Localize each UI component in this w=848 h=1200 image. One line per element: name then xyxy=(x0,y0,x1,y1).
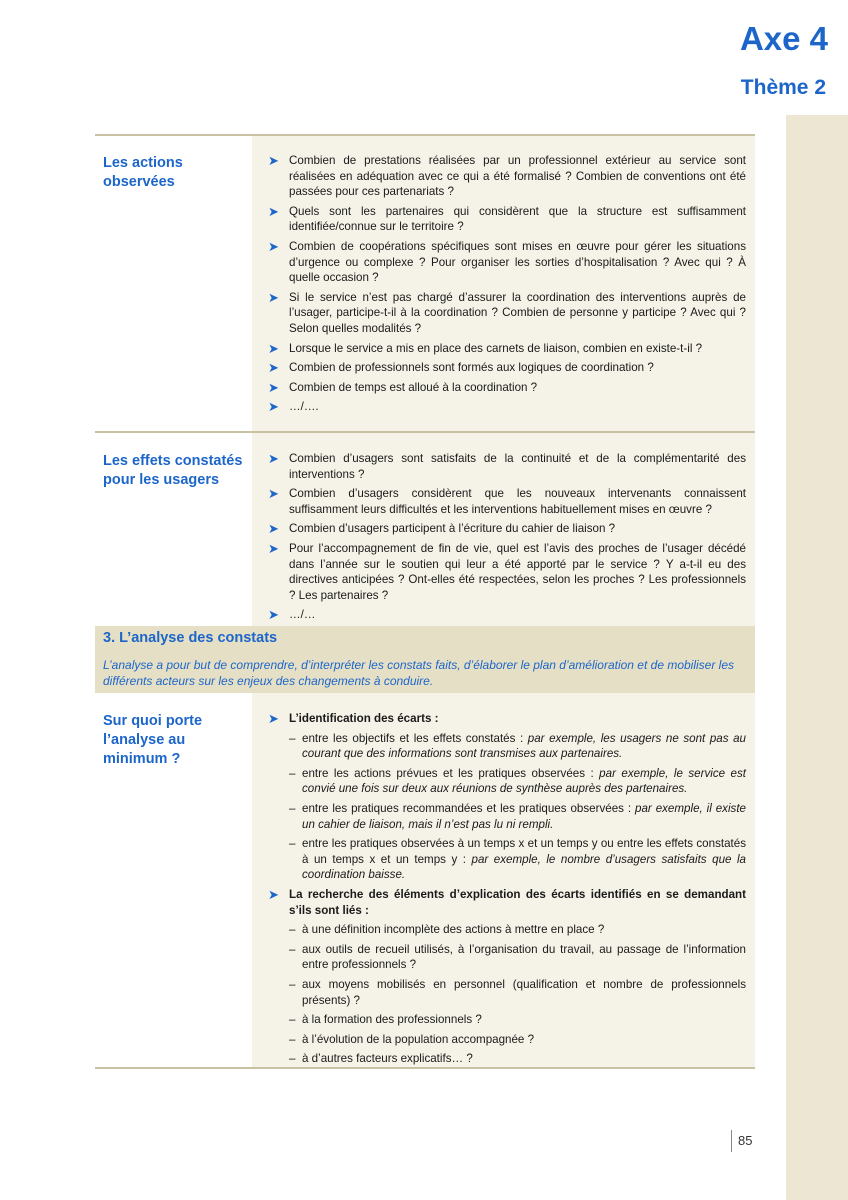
page-number-rule xyxy=(731,1130,732,1152)
list-item: ➤ La recherche des éléments d’explication des écarts identifiés en se demandant s’ils sont liés : xyxy=(268,886,746,917)
analysis-heading: 3. L’analyse des constats xyxy=(103,630,278,646)
analysis-intro: L’analyse a pour but de comprendre, d’interpréter les constats faits, d’élaborer le plan d’amélioration et de mobiliser les différents acteurs sur les enjeux des changements à conduire. xyxy=(103,658,735,688)
arrow-icon: ➤ xyxy=(268,360,279,376)
list-item: ➤ Pour l’accompagnement de fin de vie, quel est l’avis des proches de l’usager décédé dans l’année sur le soutien qui leur a été apporté par le service ? Y a-t-il eu des directives anticipées ? Ont-elles été respectées, selon les proches ? Les professionnels ? Les partenaires ? xyxy=(268,540,746,602)
list-item: ➤ L’identification des écarts : xyxy=(268,711,439,726)
list-item: ➤ Si le service n’est pas chargé d’assurer la coordination des interventions auprès de l’usager, participe-t-il à la coordination ? Combien de personne y participe ? Avec qui ? Selon quelles modalités ? xyxy=(268,289,746,335)
arrow-icon: ➤ xyxy=(268,486,279,502)
list-subitem: – aux outils de recueil utilisés, à l’organisation du travail, au passage de l’information entre professionnels ? xyxy=(289,942,746,972)
arrow-icon: ➤ xyxy=(268,203,279,219)
analysis-list xyxy=(268,711,746,1071)
list-item: ➤ Quels sont les partenaires qui considèrent que la structure est suffisamment identifiée/connue sur le territoire ? xyxy=(268,203,746,234)
page-number: 85 xyxy=(738,1133,753,1148)
list-item: ➤ …/…. xyxy=(268,399,319,415)
list-item: ➤ Combien de temps est alloué à la coordination ? xyxy=(268,379,538,395)
arrow-icon: ➤ xyxy=(268,379,279,395)
arrow-icon: ➤ xyxy=(268,451,279,466)
list-subitem: – à d’autres facteurs explicatifs… ? xyxy=(289,1052,473,1066)
list-subitem: – aux moyens mobilisés en personnel (qualification et nombre de professionnels présents) ? xyxy=(289,977,746,1007)
section-divider xyxy=(95,1067,755,1069)
arrow-icon: ➤ xyxy=(268,607,279,623)
list-item: ➤ Combien de prestations réalisées par un professionnel extérieur au service sont réalisées en adéquation avec ce qui a été formalisé ? Combien de conventions ont été passées pour ces partenariats ? xyxy=(268,153,746,199)
list-subitem: – à la formation des professionnels ? xyxy=(289,1013,482,1027)
axe-title: Axe 4 xyxy=(739,20,828,57)
arrow-icon: ➤ xyxy=(268,399,279,415)
list-item: ➤ Combien de coopérations spécifiques sont mises en œuvre pour gérer les situations d’urgence ou complexe ? Pour organiser les sorties d’hospitalisation ? Avec qui ? À quelle occasion ? xyxy=(268,238,746,285)
list-item: ➤ …/… xyxy=(268,607,316,623)
arrow-icon: ➤ xyxy=(268,711,279,726)
arrow-icon: ➤ xyxy=(268,540,279,556)
list-item: ➤ Combien de professionnels sont formés aux logiques de coordination ? xyxy=(268,360,654,376)
list-subitem: – entre les pratiques observées à un temps x et un temps y ou entre les effets constatés à un temps x et un temps y : par exemple, le nombre d’usagers satisfaits que la coordination baisse. xyxy=(289,837,746,882)
list-subitem: – entre les actions prévues et les pratiques observées : par exemple, le service est convié une fois sur deux aux réunions de synthèse auprès des partenaires. xyxy=(289,766,746,796)
list-item: ➤ Lorsque le service a mis en place des carnets de liaison, combien en existe-t-il ? xyxy=(268,340,703,356)
arrow-icon: ➤ xyxy=(268,238,279,254)
theme-title: Thème 2 xyxy=(740,76,826,99)
list-item: ➤ Combien d’usagers considèrent que les nouveaux intervenants connaissent suffisamment leurs difficultés et les interventions habituellement mises en œuvre ? xyxy=(268,486,746,516)
list-item: ➤ Combien d’usagers sont satisfaits de la continuité et de la complémentarité des interventions ? xyxy=(268,451,746,481)
arrow-icon: ➤ xyxy=(268,340,279,356)
list-subitem: – entre les objectifs et les effets constatés : par exemple, les usagers ne sont pas au courant que des informations sont transmises aux partenaires. xyxy=(289,731,746,761)
arrow-icon: ➤ xyxy=(268,153,279,168)
arrow-icon: ➤ xyxy=(268,521,279,537)
list-subitem: – à l’évolution de la population accompagnée ? xyxy=(289,1032,535,1046)
section-label-actions: Les actions observées xyxy=(103,155,183,190)
section-label-analysis: Sur quoi porte l’analyse au minimum ? xyxy=(103,713,203,767)
effects-list xyxy=(268,451,746,627)
side-band xyxy=(786,115,848,1200)
list-subitem: – entre les pratiques recommandées et les pratiques observées : par exemple, il existe un cahier de liaison, mais il n’est pas lu ni rempli. xyxy=(289,801,747,831)
arrow-icon: ➤ xyxy=(268,289,279,305)
actions-list xyxy=(268,153,746,419)
list-item: ➤ Combien d’usagers participent à l’écriture du cahier de liaison ? xyxy=(268,521,616,537)
section-label-effects: Les effets constatés pour les usagers xyxy=(103,453,243,488)
list-subitem: – à une définition incomplète des actions à mettre en place ? xyxy=(289,923,605,937)
arrow-icon: ➤ xyxy=(268,886,279,902)
